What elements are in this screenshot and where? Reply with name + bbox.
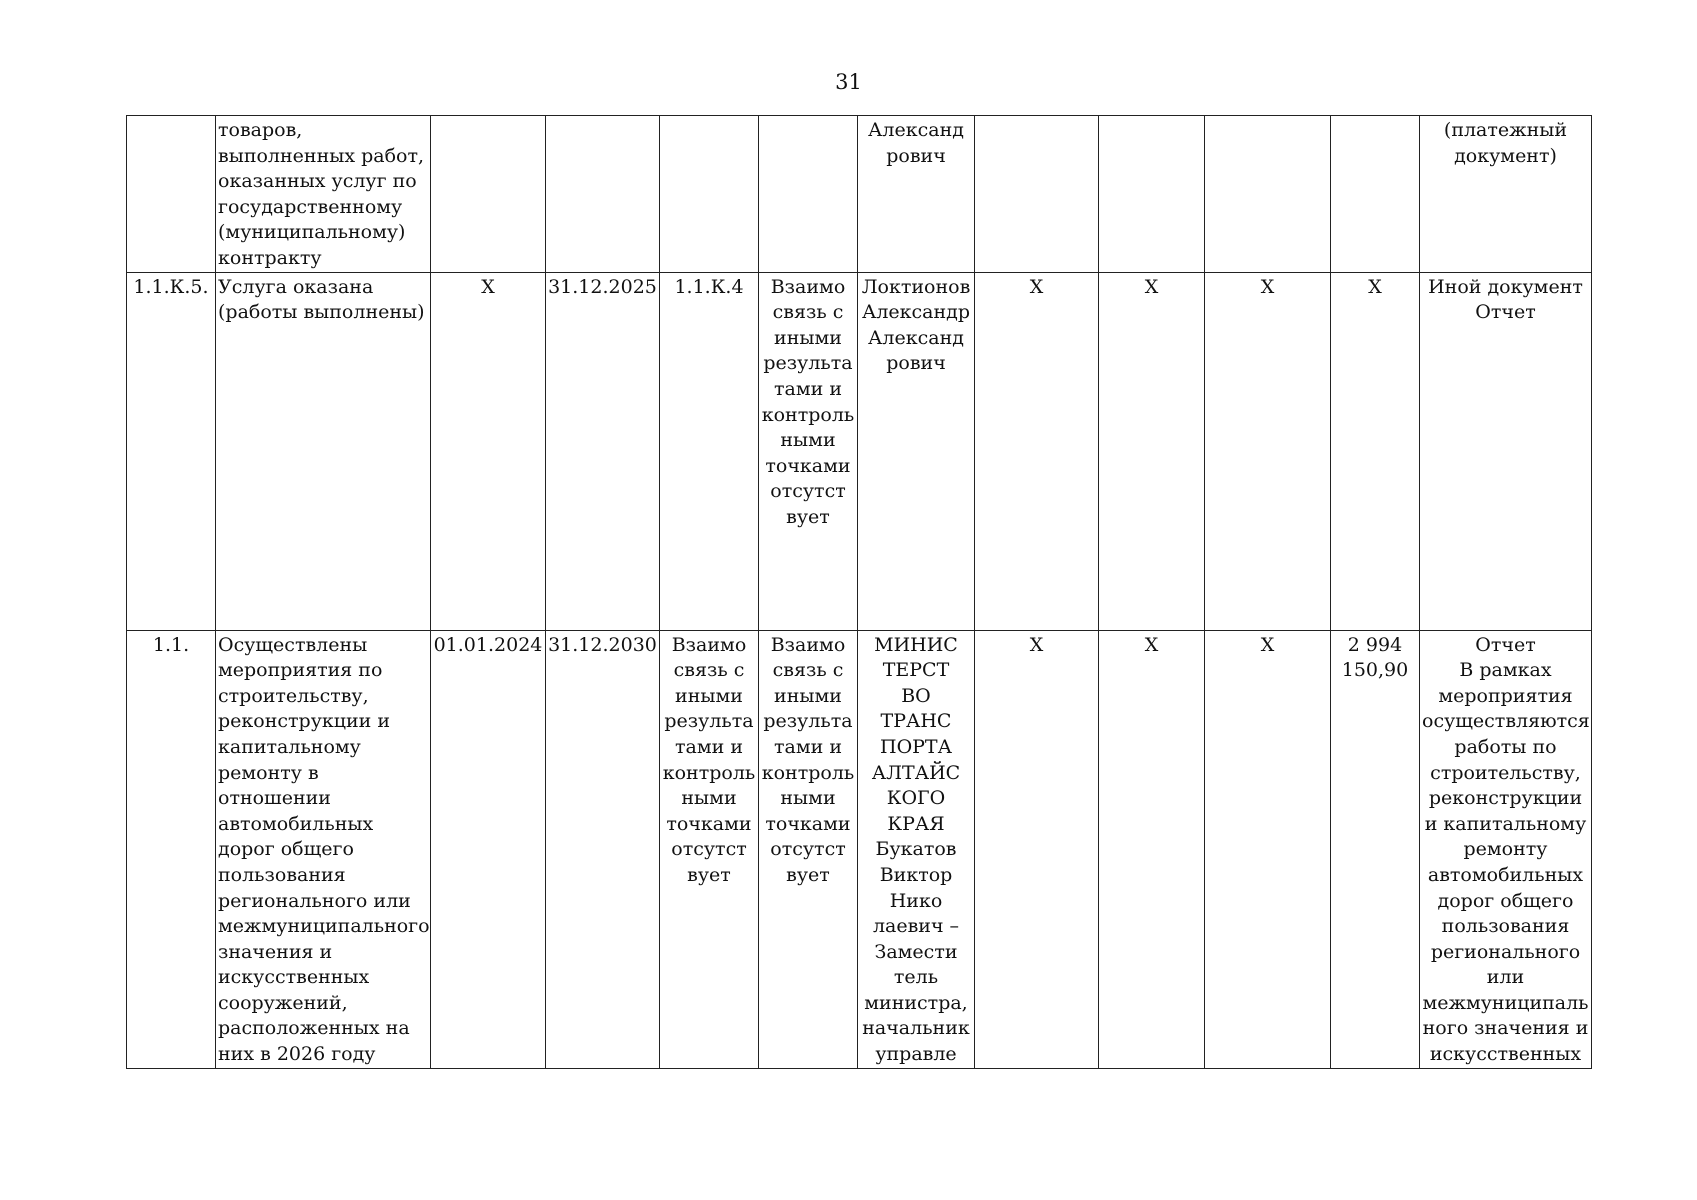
cell-end-date: 31.12.2025: [546, 272, 660, 630]
cell-number: [127, 116, 216, 273]
cell-document: (платежный документ): [1420, 116, 1592, 273]
cell-end-date: [546, 116, 660, 273]
cell-successor: Взаимо связь с иными результа тами и контроль ными точками отсутст вует: [759, 630, 858, 1068]
cell-col10: [1205, 116, 1331, 273]
page-number: 31: [835, 70, 862, 94]
cell-col11: [1331, 116, 1420, 273]
cell-name: Услуга оказана (работы выполнены): [216, 272, 431, 630]
cell-number: 1.1.К.5.: [127, 272, 216, 630]
document-table: [126, 115, 1592, 1069]
cell-col8: [975, 116, 1099, 273]
cell-col11: 2 994 150,90: [1331, 630, 1420, 1068]
cell-document: Иной документ Отчет: [1420, 272, 1592, 630]
table-row: [127, 272, 1592, 630]
cell-successor: [759, 116, 858, 273]
cell-start-date: [431, 116, 546, 273]
cell-col9: Х: [1099, 630, 1205, 1068]
cell-responsible: Александ рович: [858, 116, 975, 273]
cell-col9: [1099, 116, 1205, 273]
cell-end-date: 31.12.2030: [546, 630, 660, 1068]
cell-predecessor: 1.1.К.4: [660, 272, 759, 630]
cell-successor: Взаимо связь с иными результа тами и контроль ными точками отсутст вует: [759, 272, 858, 630]
cell-predecessor: Взаимо связь с иными результа тами и контроль ными точками отсутст вует: [660, 630, 759, 1068]
cell-col8: Х: [975, 272, 1099, 630]
cell-document: Отчет В рамках мероприятия осуществляются работы по строительству, реконструкции и капитальному ремонту автомобильных дорог общего пользования регионального или межмуниципаль ного значения и искусственных: [1420, 630, 1592, 1068]
cell-responsible: МИНИС ТЕРСТ ВО ТРАНС ПОРТА АЛТАЙС КОГО КРАЯ Букатов Виктор Нико лаевич – Замести тель министра, начальник управле: [858, 630, 975, 1068]
cell-col11: Х: [1331, 272, 1420, 630]
cell-start-date: Х: [431, 272, 546, 630]
table-row: [127, 116, 1592, 273]
cell-col10: Х: [1205, 630, 1331, 1068]
cell-name: товаров, выполненных работ, оказанных услуг по государственному (муниципальному) контракту: [216, 116, 431, 273]
cell-col10: Х: [1205, 272, 1331, 630]
cell-col9: Х: [1099, 272, 1205, 630]
cell-col8: Х: [975, 630, 1099, 1068]
cell-predecessor: [660, 116, 759, 273]
cell-number: 1.1.: [127, 630, 216, 1068]
cell-responsible: Локтионов Александр Александ рович: [858, 272, 975, 630]
table-row: [127, 630, 1592, 1068]
cell-name: Осуществлены мероприятия по строительству, реконструкции и капитальному ремонту в отношении автомобильных дорог общего пользования регионального или межмуниципального значения и искусственных сооружений, расположенных на них в 2026 году: [216, 630, 431, 1068]
cell-start-date: 01.01.2024: [431, 630, 546, 1068]
